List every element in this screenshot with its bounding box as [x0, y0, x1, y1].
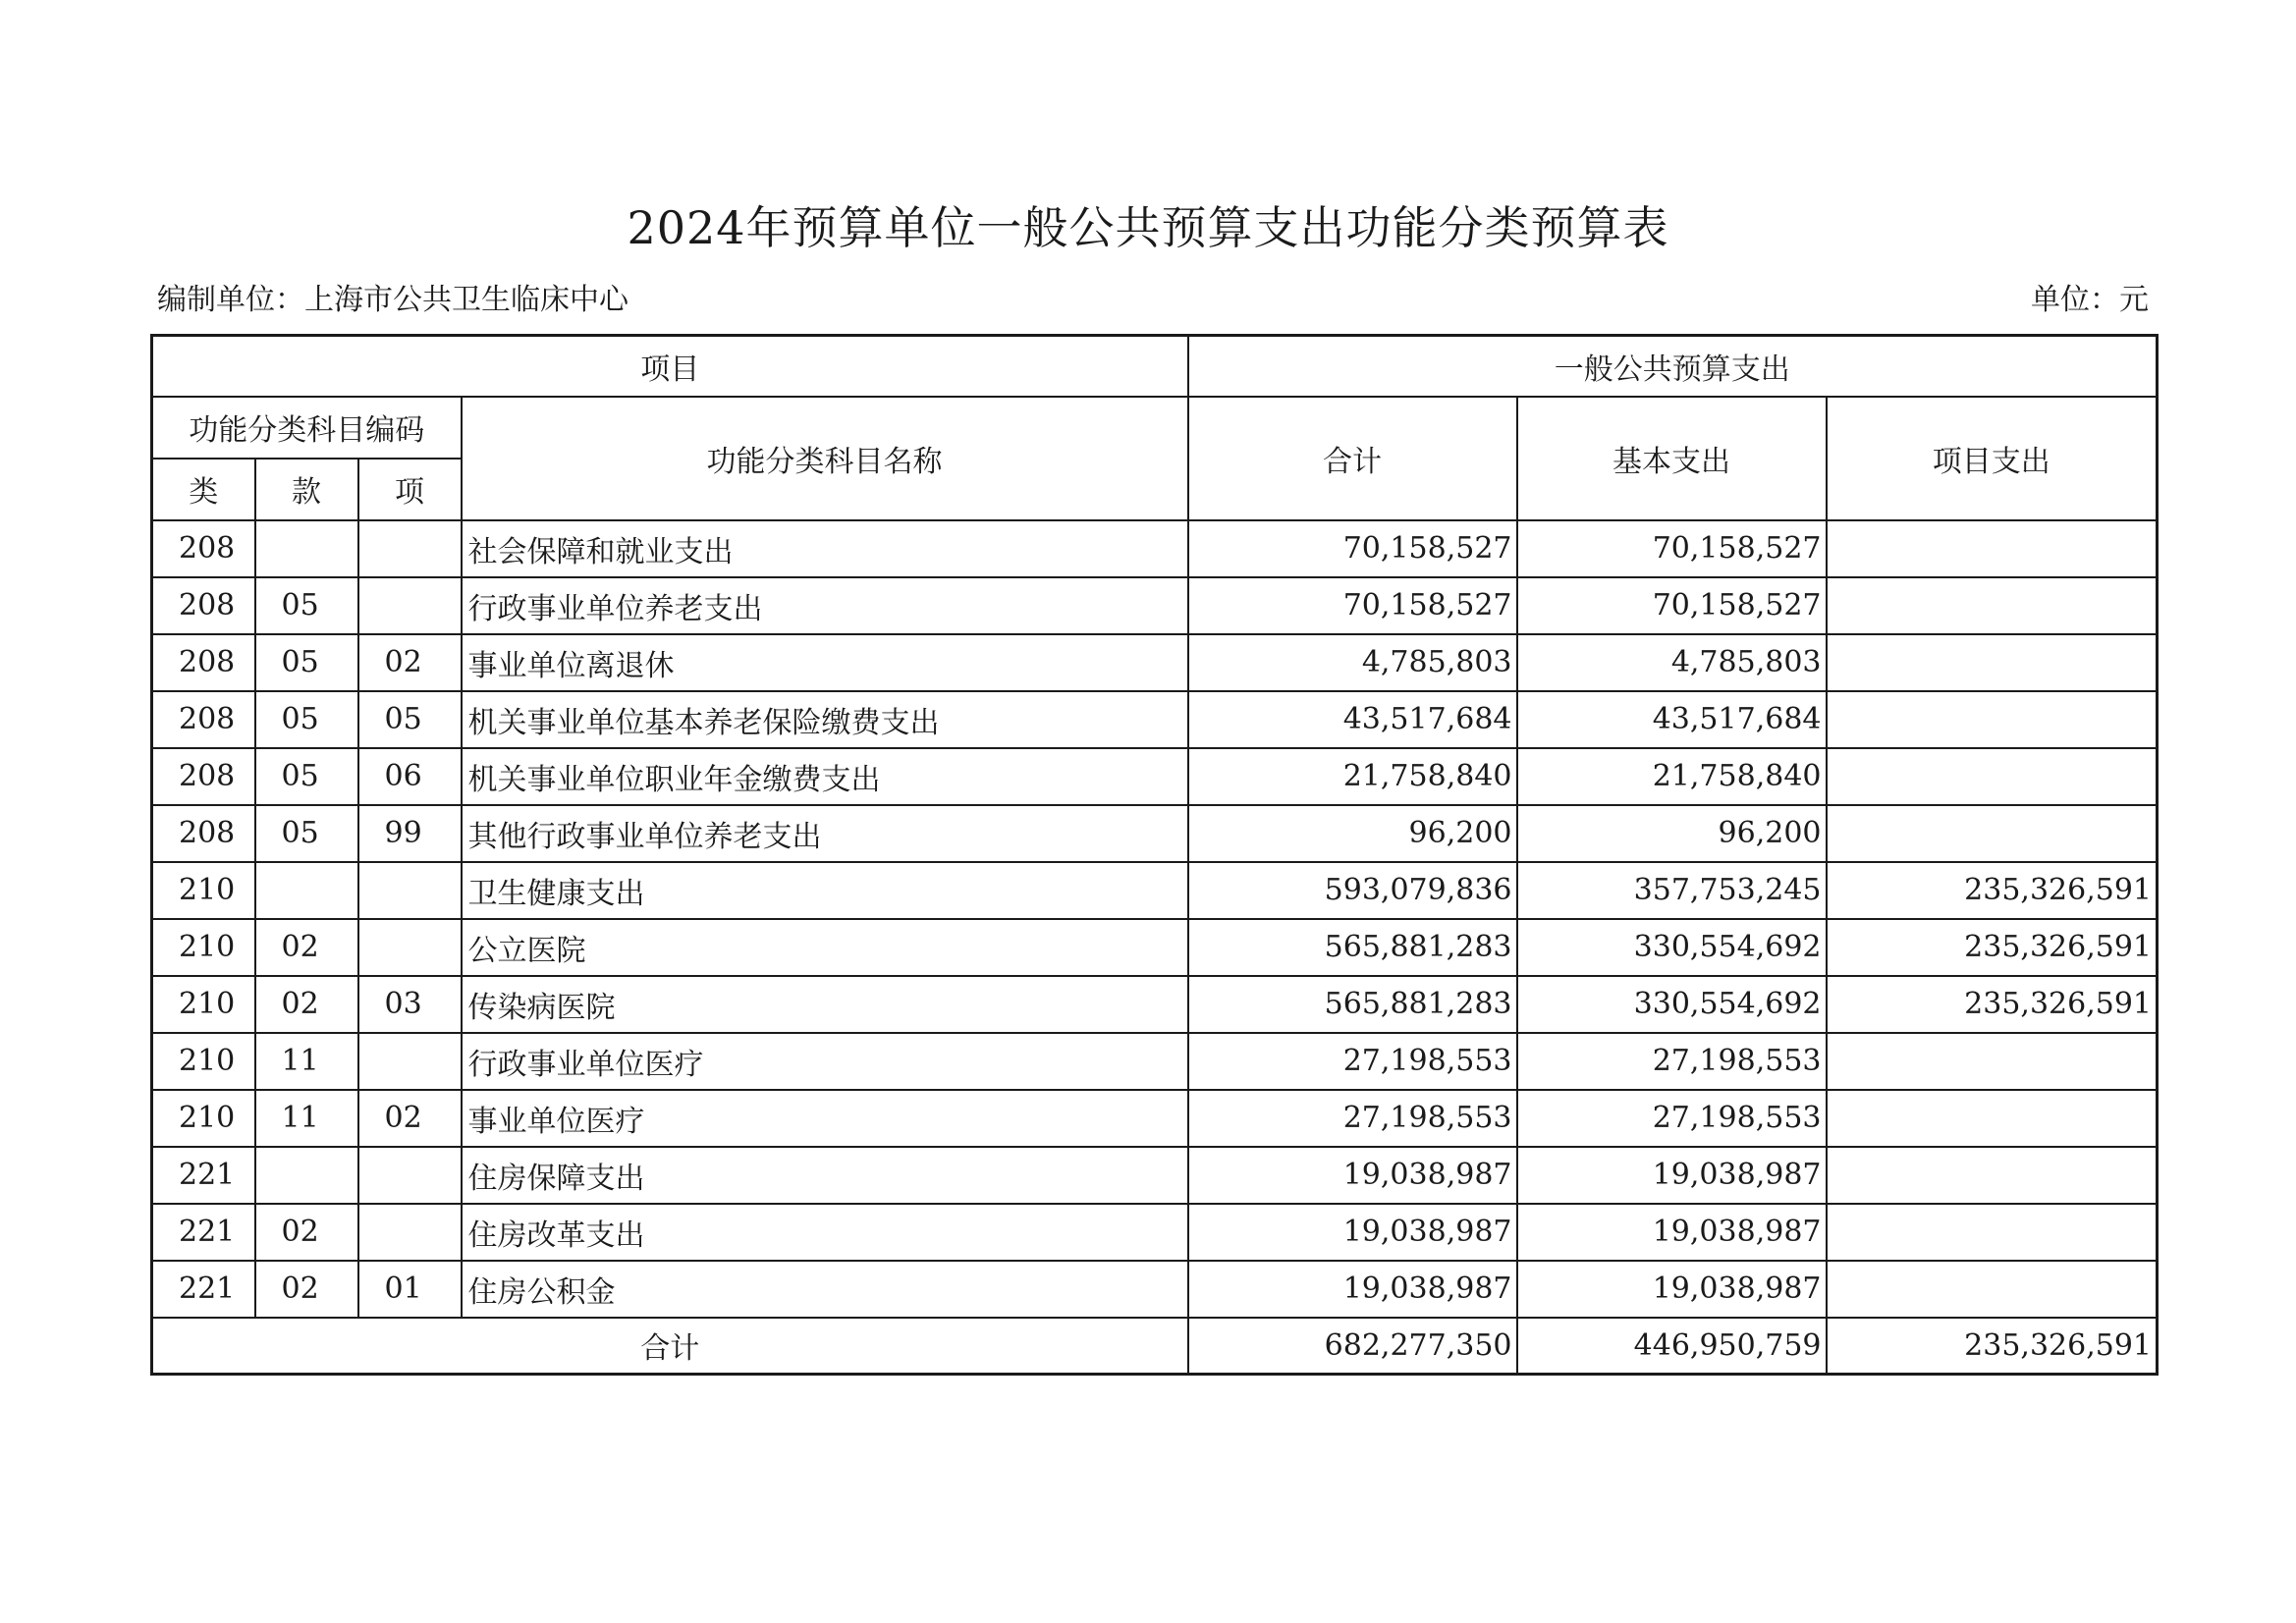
cell-project	[1827, 1261, 2158, 1318]
cell-xiang	[358, 862, 462, 919]
page-title: 2024年预算单位一般公共预算支出功能分类预算表	[627, 201, 1669, 254]
table-row	[152, 1204, 2158, 1261]
cell-name: 行政事业单位养老支出	[462, 577, 1188, 634]
cell-class: 210	[152, 862, 255, 919]
cell-name: 卫生健康支出	[462, 862, 1188, 919]
cell-basic: 330,554,692	[1517, 919, 1827, 976]
cell-kuan: 11	[255, 1033, 358, 1090]
footer-label: 合计	[152, 1318, 1188, 1375]
table-body	[152, 520, 2158, 1318]
cell-class: 210	[152, 1090, 255, 1147]
currency-unit: 单位：元	[2031, 283, 2149, 317]
cell-total: 4,785,803	[1188, 634, 1517, 691]
cell-name: 机关事业单位基本养老保险缴费支出	[462, 691, 1188, 748]
header-item: 项目	[152, 336, 1188, 397]
cell-name: 社会保障和就业支出	[462, 520, 1188, 577]
cell-basic: 19,038,987	[1517, 1204, 1827, 1261]
cell-xiang: 02	[358, 1090, 462, 1147]
cell-name: 住房改革支出	[462, 1204, 1188, 1261]
cell-total: 565,881,283	[1188, 976, 1517, 1033]
cell-basic: 19,038,987	[1517, 1147, 1827, 1204]
cell-class: 208	[152, 520, 255, 577]
cell-project	[1827, 1204, 2158, 1261]
cell-xiang	[358, 1204, 462, 1261]
header-expenditure-group: 一般公共预算支出	[1188, 336, 2158, 397]
table-row	[152, 577, 2158, 634]
table-row	[152, 976, 2158, 1033]
cell-kuan	[255, 1147, 358, 1204]
cell-name: 公立医院	[462, 919, 1188, 976]
cell-kuan	[255, 520, 358, 577]
cell-total: 19,038,987	[1188, 1204, 1517, 1261]
cell-xiang: 99	[358, 805, 462, 862]
cell-class: 221	[152, 1147, 255, 1204]
cell-class: 208	[152, 691, 255, 748]
table-row	[152, 634, 2158, 691]
cell-name: 住房保障支出	[462, 1147, 1188, 1204]
cell-class: 210	[152, 919, 255, 976]
cell-basic: 27,198,553	[1517, 1090, 1827, 1147]
cell-kuan: 02	[255, 919, 358, 976]
cell-kuan	[255, 862, 358, 919]
cell-name: 机关事业单位职业年金缴费支出	[462, 748, 1188, 805]
cell-total: 27,198,553	[1188, 1090, 1517, 1147]
table-header	[152, 336, 2158, 520]
cell-project	[1827, 520, 2158, 577]
cell-kuan: 02	[255, 976, 358, 1033]
header-xiang: 项	[358, 459, 462, 520]
cell-project: 235,326,591	[1827, 976, 2158, 1033]
cell-xiang	[358, 520, 462, 577]
cell-basic: 43,517,684	[1517, 691, 1827, 748]
cell-class: 221	[152, 1204, 255, 1261]
cell-basic: 21,758,840	[1517, 748, 1827, 805]
cell-xiang: 01	[358, 1261, 462, 1318]
cell-xiang	[358, 1033, 462, 1090]
header-name: 功能分类科目名称	[462, 397, 1188, 520]
cell-xiang: 05	[358, 691, 462, 748]
cell-project: 235,326,591	[1827, 919, 2158, 976]
cell-total: 19,038,987	[1188, 1261, 1517, 1318]
cell-xiang: 02	[358, 634, 462, 691]
cell-class: 208	[152, 577, 255, 634]
cell-basic: 330,554,692	[1517, 976, 1827, 1033]
header-basic: 基本支出	[1517, 397, 1827, 520]
table-row	[152, 1090, 2158, 1147]
cell-project	[1827, 1090, 2158, 1147]
cell-project	[1827, 1033, 2158, 1090]
table-row	[152, 1261, 2158, 1318]
cell-class: 210	[152, 976, 255, 1033]
table-footer	[152, 1318, 2158, 1375]
cell-name: 其他行政事业单位养老支出	[462, 805, 1188, 862]
cell-project	[1827, 748, 2158, 805]
cell-basic: 357,753,245	[1517, 862, 1827, 919]
cell-xiang	[358, 919, 462, 976]
table-row	[152, 862, 2158, 919]
cell-class: 208	[152, 634, 255, 691]
cell-total: 19,038,987	[1188, 1147, 1517, 1204]
cell-name: 住房公积金	[462, 1261, 1188, 1318]
cell-xiang: 03	[358, 976, 462, 1033]
cell-kuan: 05	[255, 691, 358, 748]
cell-total: 70,158,527	[1188, 577, 1517, 634]
cell-basic: 19,038,987	[1517, 1261, 1827, 1318]
cell-kuan: 05	[255, 634, 358, 691]
header-code-group: 功能分类科目编码	[152, 397, 462, 459]
cell-total: 565,881,283	[1188, 919, 1517, 976]
header-kuan: 款	[255, 459, 358, 520]
cell-kuan: 05	[255, 805, 358, 862]
cell-xiang	[358, 1147, 462, 1204]
cell-class: 208	[152, 748, 255, 805]
cell-total: 27,198,553	[1188, 1033, 1517, 1090]
table-row	[152, 520, 2158, 577]
header-total: 合计	[1188, 397, 1517, 520]
table-row	[152, 919, 2158, 976]
cell-kuan: 05	[255, 577, 358, 634]
cell-basic: 70,158,527	[1517, 577, 1827, 634]
cell-total: 43,517,684	[1188, 691, 1517, 748]
cell-xiang	[358, 577, 462, 634]
cell-project	[1827, 805, 2158, 862]
cell-xiang: 06	[358, 748, 462, 805]
cell-class: 221	[152, 1261, 255, 1318]
cell-basic: 27,198,553	[1517, 1033, 1827, 1090]
cell-class: 210	[152, 1033, 255, 1090]
header-project: 项目支出	[1827, 397, 2158, 520]
cell-basic: 4,785,803	[1517, 634, 1827, 691]
cell-kuan: 05	[255, 748, 358, 805]
cell-name: 事业单位医疗	[462, 1090, 1188, 1147]
cell-project	[1827, 1147, 2158, 1204]
footer-basic: 446,950,759	[1517, 1318, 1827, 1375]
table-row	[152, 805, 2158, 862]
footer-total: 682,277,350	[1188, 1318, 1517, 1375]
table-row	[152, 1033, 2158, 1090]
cell-kuan: 02	[255, 1261, 358, 1318]
cell-project	[1827, 634, 2158, 691]
cell-total: 593,079,836	[1188, 862, 1517, 919]
total-row	[152, 1318, 2158, 1375]
cell-total: 70,158,527	[1188, 520, 1517, 577]
cell-project	[1827, 691, 2158, 748]
cell-kuan: 02	[255, 1204, 358, 1261]
footer-project: 235,326,591	[1827, 1318, 2158, 1375]
cell-name: 行政事业单位医疗	[462, 1033, 1188, 1090]
cell-class: 208	[152, 805, 255, 862]
cell-project	[1827, 577, 2158, 634]
cell-name: 传染病医院	[462, 976, 1188, 1033]
table-row	[152, 691, 2158, 748]
header-class: 类	[152, 459, 255, 520]
cell-kuan: 11	[255, 1090, 358, 1147]
table-row	[152, 748, 2158, 805]
compiling-unit: 编制单位：上海市公共卫生临床中心	[157, 283, 629, 317]
cell-basic: 96,200	[1517, 805, 1827, 862]
cell-total: 21,758,840	[1188, 748, 1517, 805]
cell-total: 96,200	[1188, 805, 1517, 862]
cell-project: 235,326,591	[1827, 862, 2158, 919]
budget-table	[150, 334, 2159, 1376]
cell-basic: 70,158,527	[1517, 520, 1827, 577]
cell-name: 事业单位离退休	[462, 634, 1188, 691]
table-row	[152, 1147, 2158, 1204]
